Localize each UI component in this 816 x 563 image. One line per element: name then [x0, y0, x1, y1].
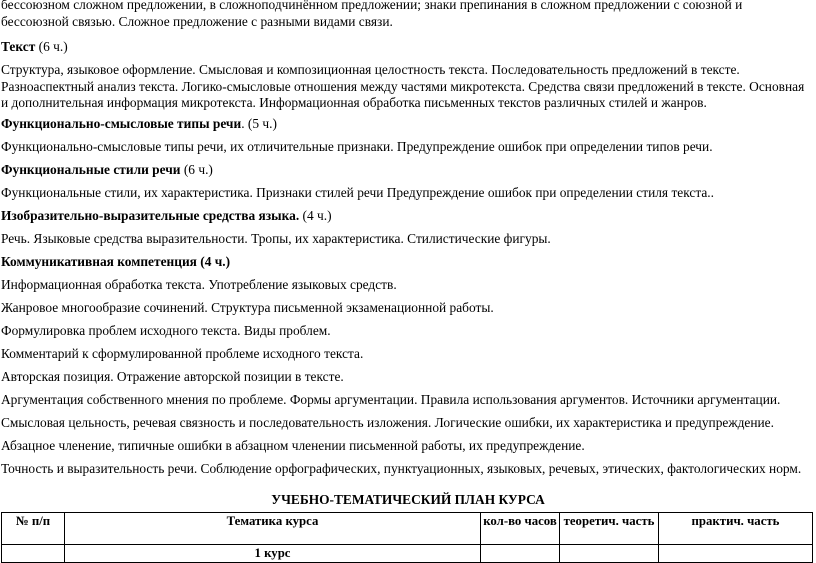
table-row — [2, 545, 813, 563]
competence-item: Жанровое многообразие сочинений. Структура письменной экзаменационной работы. — [1, 300, 494, 315]
header-number: № п/п — [2, 513, 65, 545]
competence-item: Авторская позиция. Отражение авторской позиции в тексте. — [1, 369, 344, 384]
intro-paragraph: бессоюзном сложном предложении, в сложноподчинённом предложении; знаки препинания в сложном предложении с союзной и бессоюзной связью. Сложное предложение с разными видами связи. — [1, 0, 743, 29]
header-practice: практич. часть — [659, 513, 813, 545]
section-title: Функционально-смысловые типы речи — [1, 116, 242, 131]
section-title: Функциональные стили речи — [1, 162, 181, 177]
section-hours: (4 ч.) — [299, 208, 332, 223]
header-topic: Тематика курса — [65, 513, 481, 545]
course-year-cell: 1 курс — [65, 545, 481, 563]
section-body: Функционально-смысловые типы речи, их отличительные признаки. Предупреждение ошибок при определении типов речи. — [1, 139, 713, 154]
table-cell — [659, 545, 813, 563]
section-hours: . (5 ч.) — [241, 116, 277, 131]
competence-title: Коммуникативная компетенция (4 ч.) — [1, 254, 231, 269]
competence-item: Формулировка проблем исходного текста. Виды проблем. — [1, 323, 331, 338]
table-cell — [481, 545, 560, 563]
section-hours: (6 ч.) — [180, 162, 213, 177]
section-heading-types — [1, 116, 813, 133]
section-hours: (6 ч.) — [35, 39, 68, 54]
section-title: Изобразительно-выразительные средства языка. — [1, 208, 300, 223]
section-body: Структура, языковое оформление. Смысловая и композиционная целостность текста. Последовательность предложений в тексте. Разноаспектный анализ текста. Логико-смысловые отношения между частями микротекста. Средства связи предложений в тексте. Основная и дополнительная информация микротекста. Информационная обработка письменных текстов различных стилей и жанров. — [1, 62, 805, 110]
plan-title: УЧЕБНО-ТЕМАТИЧЕСКИЙ ПЛАН КУРСА — [271, 492, 545, 507]
competence-item: Точность и выразительность речи. Соблюдение орфографических, пунктуационных, языковых, речевых, этических, фактологических норм. — [1, 461, 802, 476]
header-hours: кол-во часов — [481, 513, 560, 545]
header-theory: теоретич. часть — [560, 513, 659, 545]
plan-table — [1, 512, 813, 563]
competence-item: Аргументация собственного мнения по проблеме. Формы аргументации. Правила использования аргументов. Источники аргументации. — [1, 392, 781, 407]
section-title: Текст — [1, 39, 36, 54]
table-header-row — [2, 513, 813, 545]
table-cell — [560, 545, 659, 563]
section-heading-styles — [1, 162, 813, 179]
section-body: Функциональные стили, их характеристика. Признаки стилей речи Предупреждение ошибок при определении стиля текста.. — [1, 185, 715, 200]
section-heading-text — [1, 39, 813, 56]
competence-item: Абзацное членение, типичные ошибки в абзацном членении письменной работы, их предупреждение. — [1, 438, 585, 453]
competence-item: Смысловая цельность, речевая связность и последовательность изложения. Логические ошибки, их характеристика и предупреждение. — [1, 415, 774, 430]
section-heading-means — [1, 208, 813, 225]
competence-item: Комментарий к сформулированной проблеме исходного текста. — [1, 346, 364, 361]
table-cell — [2, 545, 65, 563]
section-body: Речь. Языковые средства выразительности. Тропы, их характеристика. Стилистические фигуры. — [1, 231, 551, 246]
competence-item: Информационная обработка текста. Употребление языковых средств. — [1, 277, 397, 292]
